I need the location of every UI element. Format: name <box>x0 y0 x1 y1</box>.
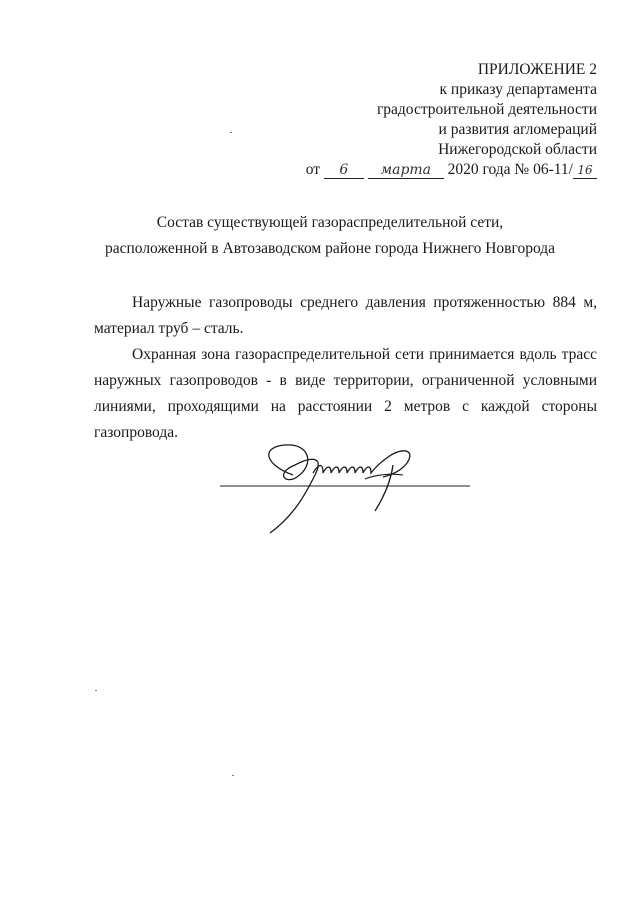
scan-speck <box>230 132 232 133</box>
appendix-title: ПРИЛОЖЕНИЕ 2 <box>477 61 597 78</box>
handwritten-month: марта <box>368 162 444 179</box>
order-reference-line: к приказу департамента <box>439 81 597 98</box>
date-suffix: 2020 года № 06-11/ <box>447 161 573 178</box>
handwritten-doc-number: 16 <box>573 162 597 179</box>
title-line-1: Состав существующей газораспределительной сети, <box>156 214 504 231</box>
title-line-2: расположенной в Автозаводском районе города Нижнего Новгорода <box>104 240 556 257</box>
appendix-header <box>297 60 597 180</box>
region-name-line: Нижегородской области <box>438 141 597 158</box>
date-prefix: от <box>305 161 321 178</box>
document-body <box>94 290 597 446</box>
document-title <box>60 210 600 262</box>
handwritten-signature <box>215 435 475 545</box>
department-name-line: градостроительной деятельности <box>376 101 597 118</box>
scan-speck <box>95 690 97 691</box>
paragraph-pipelines: Наружные газопроводы среднего давления протяженностью 884 м, материал труб – сталь. <box>94 294 597 337</box>
department-name-line-2: и развития агломераций <box>438 121 597 138</box>
paragraph-protection-zone: Охранная зона газораспределительной сети принимается вдоль трасс наружных газопроводов - в виде территории, ограниченной условными линиями, проходящими на расстоянии 2 метров с каждой стороны газопровода. <box>94 346 597 441</box>
order-date-line <box>297 160 597 180</box>
handwritten-day: 6 <box>324 162 364 179</box>
scan-speck <box>232 775 234 776</box>
